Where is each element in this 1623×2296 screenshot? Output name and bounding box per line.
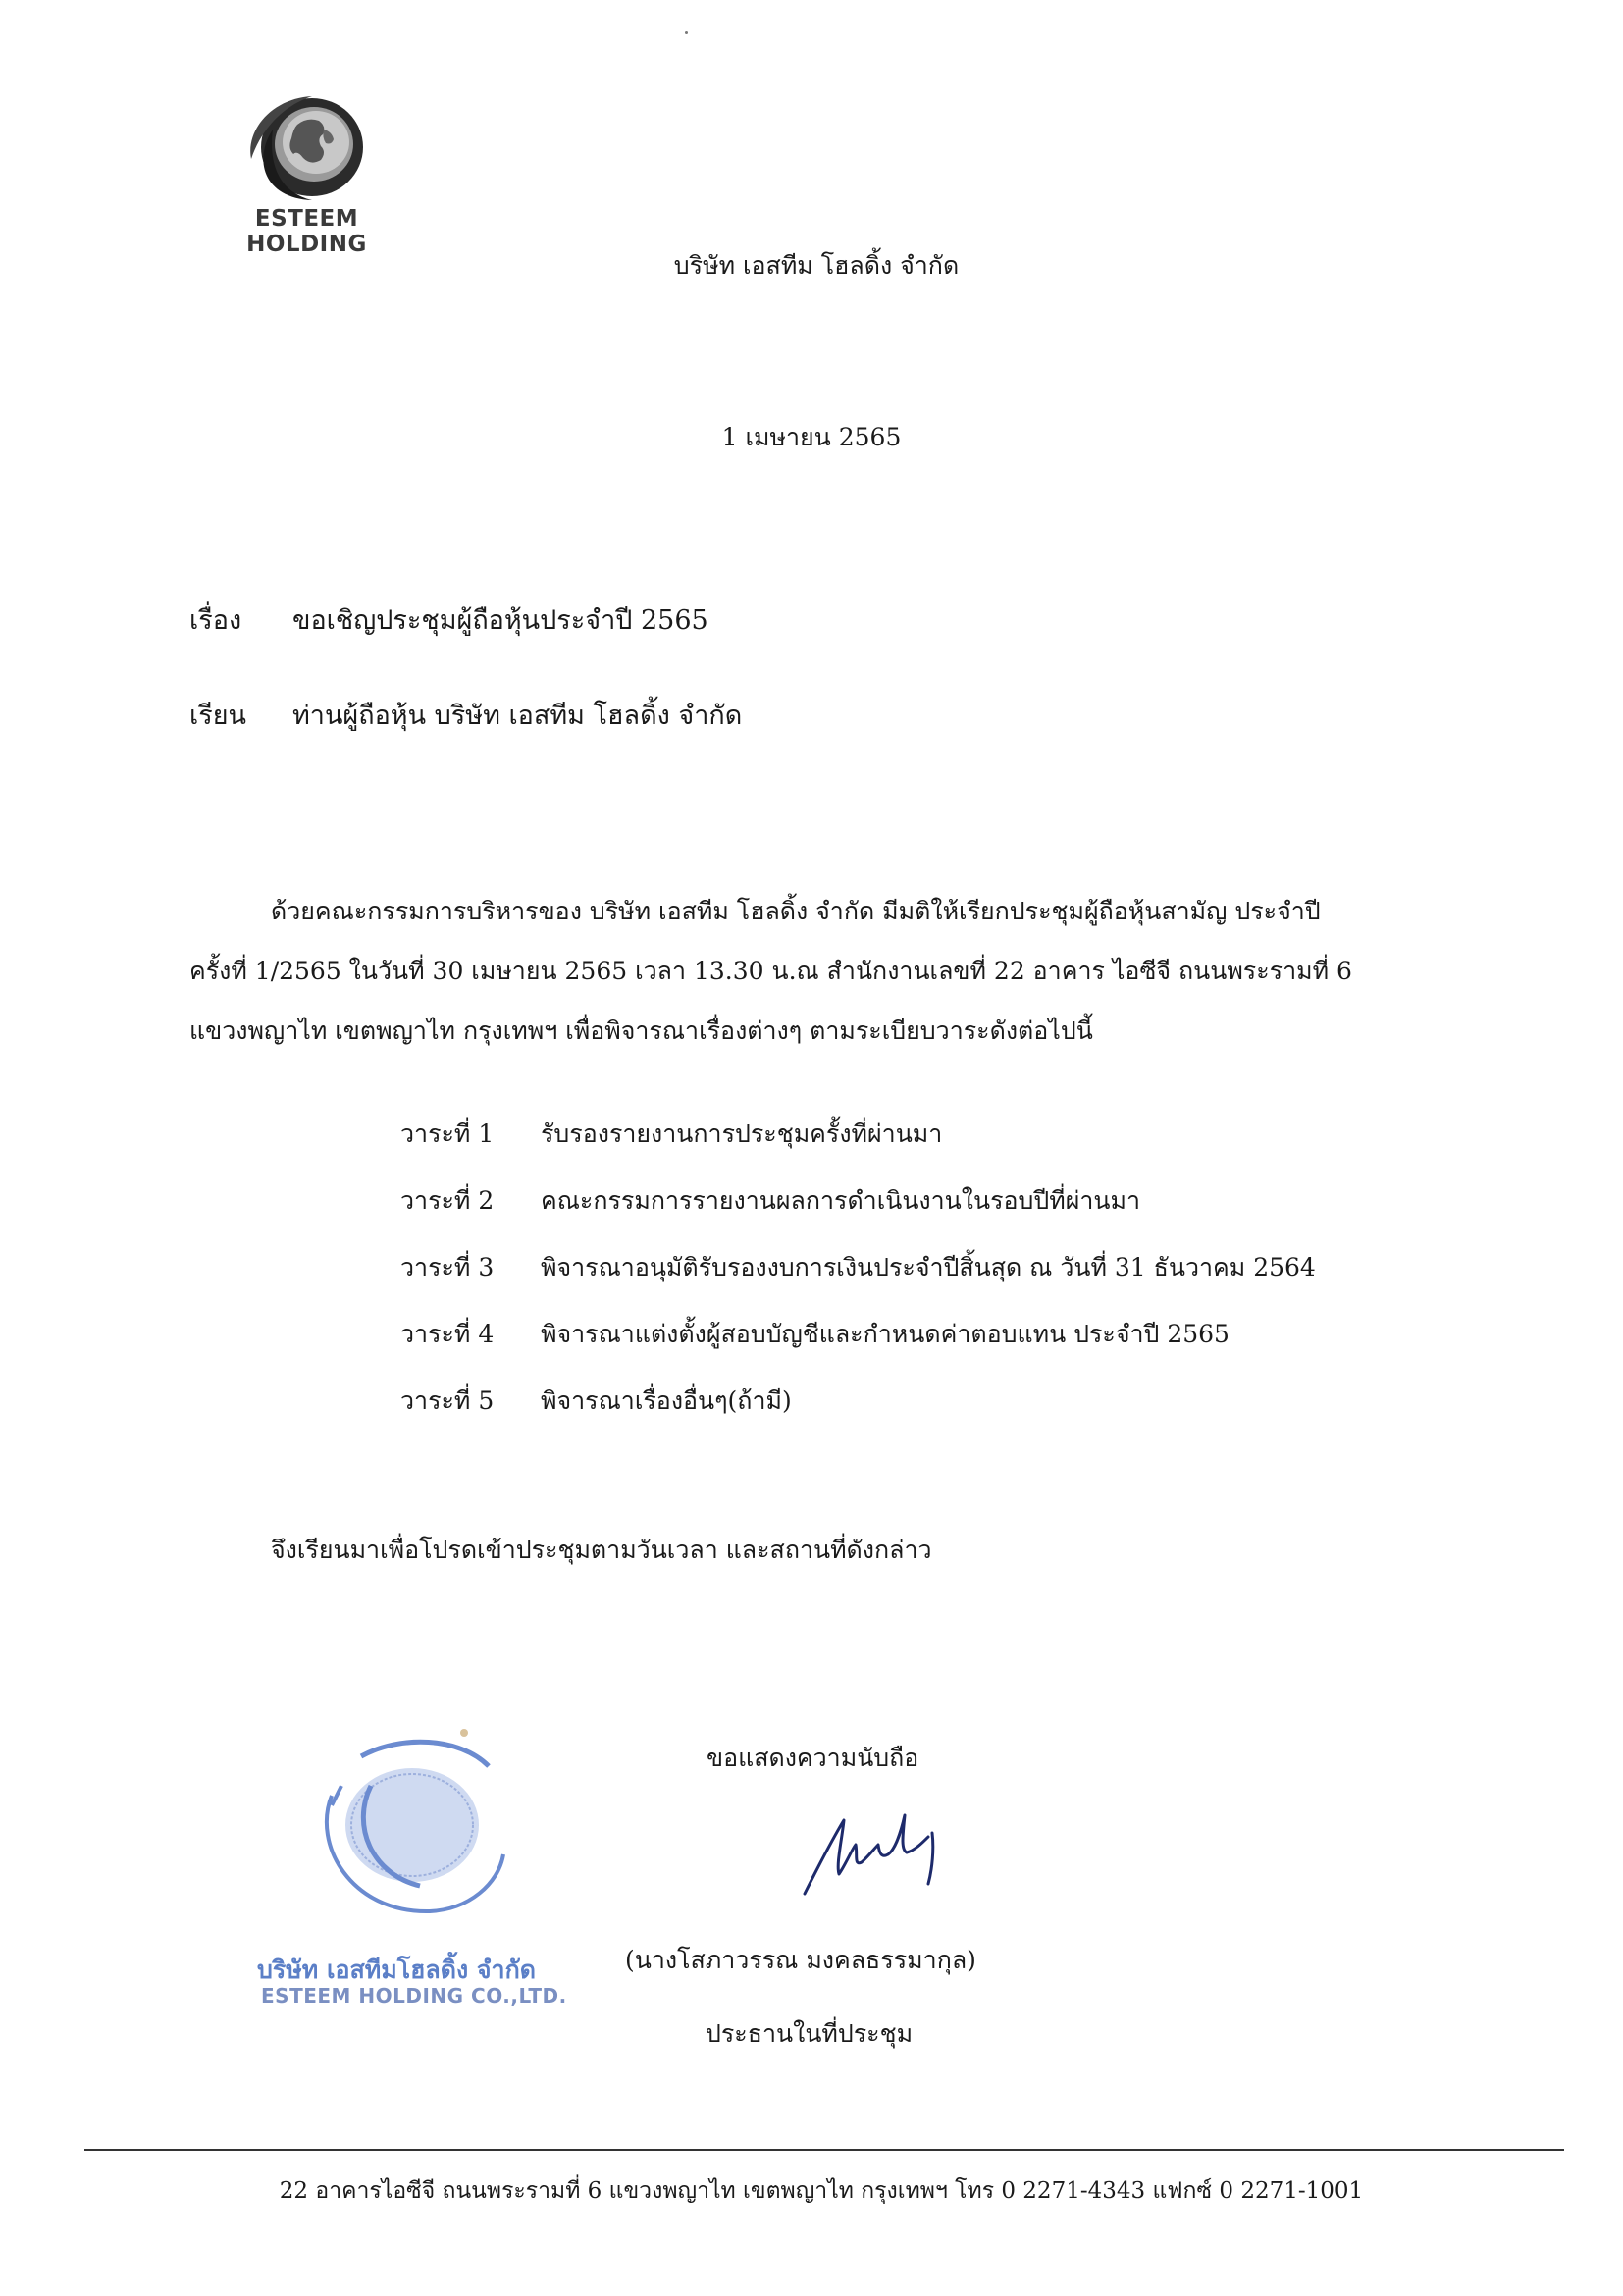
agenda-item bbox=[400, 1115, 1316, 1181]
body-line: ด้วยคณะกรรมการบริหารของ บริษัท เอสทีม โฮลดิ้ง จำกัด มีมติให้เรียกประชุมผู้ถือหุ้นสามัญ ประจำปี bbox=[271, 897, 1321, 925]
body-line: แขวงพญาไท เขตพญาไท กรุงเทพฯ เพื่อพิจารณาเรื่องต่างๆ ตามระเบียบวาระดังต่อไปนี้ bbox=[189, 1017, 1093, 1045]
agenda-text: พิจารณาแต่งตั้งผู้สอบบัญชีและกำหนดค่าตอบแทน ประจำปี 2565 bbox=[541, 1320, 1230, 1348]
agenda-number: วาระที่ 4 bbox=[400, 1320, 495, 1348]
addressee-text: ท่านผู้ถือหุ้น บริษัท เอสทีม โฮลดิ้ง จำกัด bbox=[292, 701, 743, 731]
agenda-number: วาระที่ 3 bbox=[400, 1253, 495, 1281]
stamp-thai-name: บริษัท เอสทีมโฮลดิ้ง จำกัด bbox=[257, 1956, 536, 1984]
stamp-english-name: ESTEEM HOLDING CO.,LTD. bbox=[261, 1984, 567, 2008]
agenda-text: พิจารณาเรื่องอื่นๆ(ถ้ามี) bbox=[541, 1386, 792, 1415]
signer-title: ประธานในที่ประชุม bbox=[706, 2019, 914, 2048]
agenda-text: คณะกรรมการรายงานผลการดำเนินงานในรอบปีที่ผ่านมา bbox=[541, 1186, 1141, 1215]
subject-label: เรื่อง bbox=[189, 605, 242, 636]
letter-date: 1 เมษายน 2565 bbox=[721, 423, 902, 451]
agenda-number: วาระที่ 1 bbox=[400, 1120, 495, 1148]
agenda-item bbox=[400, 1382, 1316, 1448]
globe-logo-icon bbox=[243, 90, 367, 208]
company-stamp bbox=[243, 1727, 597, 1972]
company-name-heading: บริษัท เอสทีม โฮลดิ้ง จำกัด bbox=[673, 251, 960, 280]
stamp-globe-icon bbox=[302, 1727, 508, 1923]
agenda-text: รับรองรายงานการประชุมครั้งที่ผ่านมา bbox=[541, 1120, 943, 1148]
agenda-number: วาระที่ 5 bbox=[400, 1386, 495, 1415]
company-logo bbox=[196, 90, 417, 257]
addressee-label: เรียน bbox=[189, 701, 247, 731]
addressee-line bbox=[189, 694, 742, 736]
footer-address: 22 อาคารไอซีจี ถนนพระรามที่ 6 แขวงพญาไท เขตพญาไท กรุงเทพฯ โทร 0 2271-4343 แฟกซ์ 0 2271-1001 bbox=[279, 2178, 1364, 2204]
regards-text: ขอแสดงความนับถือ bbox=[707, 1744, 919, 1772]
agenda-item bbox=[400, 1248, 1316, 1315]
agenda-list bbox=[400, 1115, 1316, 1448]
body-paragraph bbox=[189, 881, 1470, 1061]
subject-text: ขอเชิญประชุมผู้ถือหุ้นประจำปี 2565 bbox=[292, 605, 708, 636]
agenda-item bbox=[400, 1181, 1316, 1248]
agenda-item bbox=[400, 1315, 1316, 1382]
subject-line bbox=[189, 599, 708, 641]
logo-wordmark: ESTEEM HOLDING bbox=[246, 206, 367, 257]
closing-sentence: จึงเรียนมาเพื่อโปรดเข้าประชุมตามวันเวลา และสถานที่ดังกล่าว bbox=[271, 1536, 932, 1564]
signer-name: (นางโสภาวรรณ มงคลธรรมากุล) bbox=[625, 1946, 976, 1974]
footer-divider bbox=[84, 2149, 1564, 2151]
agenda-number: วาระที่ 2 bbox=[400, 1186, 495, 1215]
handwritten-signature bbox=[785, 1796, 962, 1908]
scan-speck bbox=[685, 31, 688, 34]
body-line: ครั้งที่ 1/2565 ในวันที่ 30 เมษายน 2565 เวลา 13.30 น.ณ สำนักงานเลขที่ 22 อาคาร ไอซีจี ถนนพระรามที่ 6 bbox=[189, 957, 1352, 985]
agenda-text: พิจารณาอนุมัติรับรองงบการเงินประจำปีสิ้นสุด ณ วันที่ 31 ธันวาคม 2564 bbox=[541, 1253, 1316, 1281]
